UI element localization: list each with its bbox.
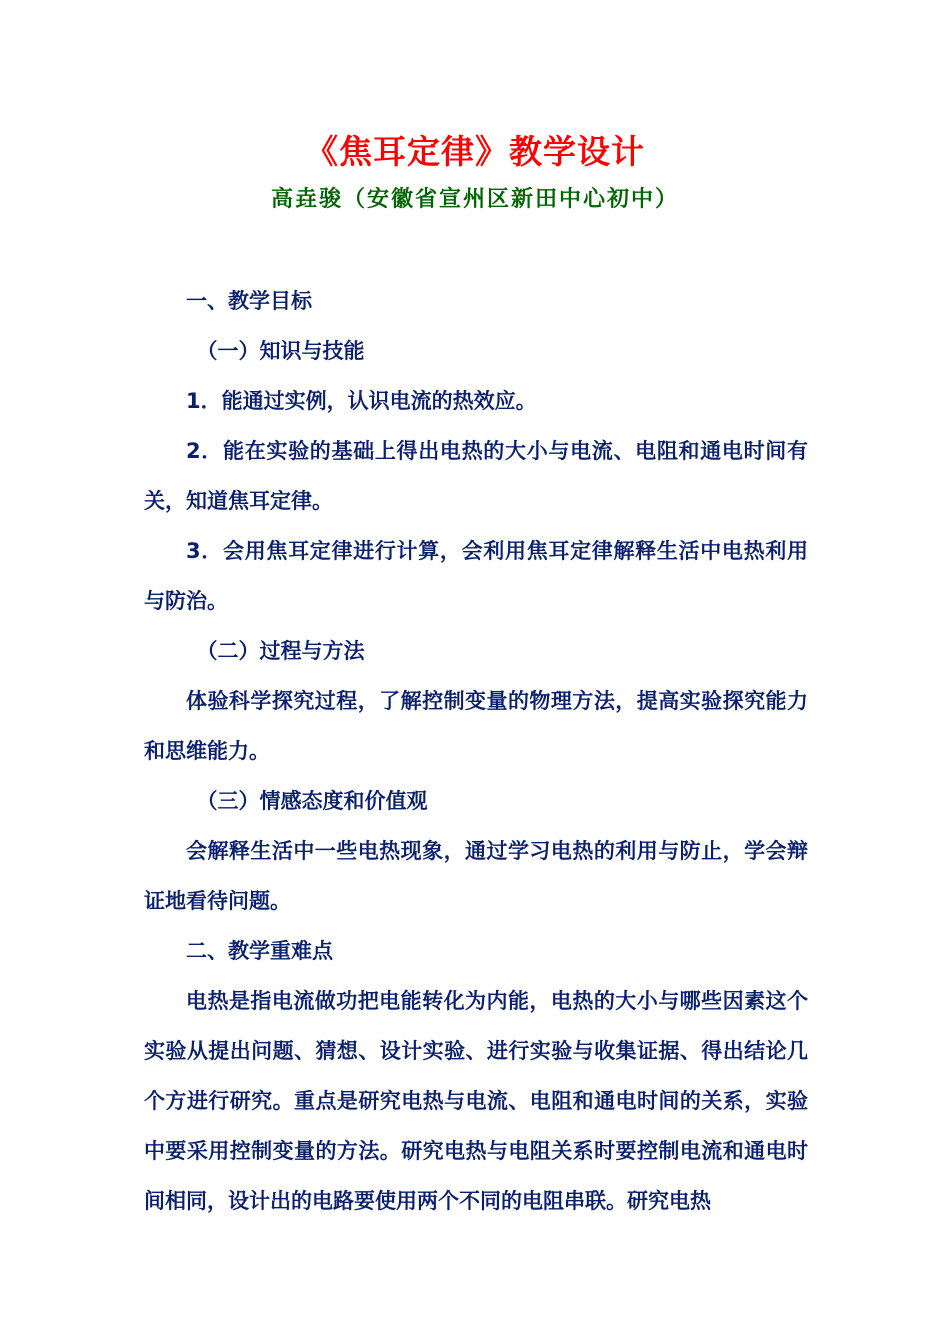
section-heading-teaching-goals: 一、教学目标 — [186, 289, 312, 313]
document-author: 高垚骏（安徽省宣州区新田中心初中） — [270, 186, 679, 212]
paragraph-key-points: 电热是指电流做功把电能转化为内能，电热的大小与哪些因素这个实验从提出问题、猜想、设计实验、进行实验与收集证据、得出结论几个方进行研究。重点是研究电热与电流、电阻和通电时间的关系，实验中要采用控制变量的方法。研究电热与电阻关系时要控制电流和通电时间相同，设计出的电路要使用两个不同的电阻串联。研究电热 — [144, 989, 808, 1213]
goal-item-1: 1．能通过实例，认识电流的热效应。 — [186, 389, 537, 413]
document-title: 《焦耳定律》教学设计 — [305, 132, 645, 171]
goal-item-2: 2．能在实验的基础上得出电热的大小与电流、电阻和通电时间有关，知道焦耳定律。 — [144, 439, 808, 513]
paragraph-attitude-values: 会解释生活中一些电热现象，通过学习电热的利用与防止，学会辩证地看待问题。 — [144, 839, 808, 913]
subsection-heading-knowledge-skills: （一）知识与技能 — [196, 339, 365, 363]
subsection-heading-process-method: （二）过程与方法 — [196, 639, 365, 663]
goal-item-3: 3．会用焦耳定律进行计算，会利用焦耳定律解释生活中电热利用与防治。 — [144, 539, 808, 613]
section-heading-key-points: 二、教学重难点 — [186, 939, 333, 963]
subsection-heading-attitude-values: （三）情感态度和价值观 — [196, 789, 428, 813]
document-body — [144, 276, 808, 1226]
paragraph-process-method: 体验科学探究过程，了解控制变量的物理方法，提高实验探究能力和思维能力。 — [144, 689, 808, 763]
